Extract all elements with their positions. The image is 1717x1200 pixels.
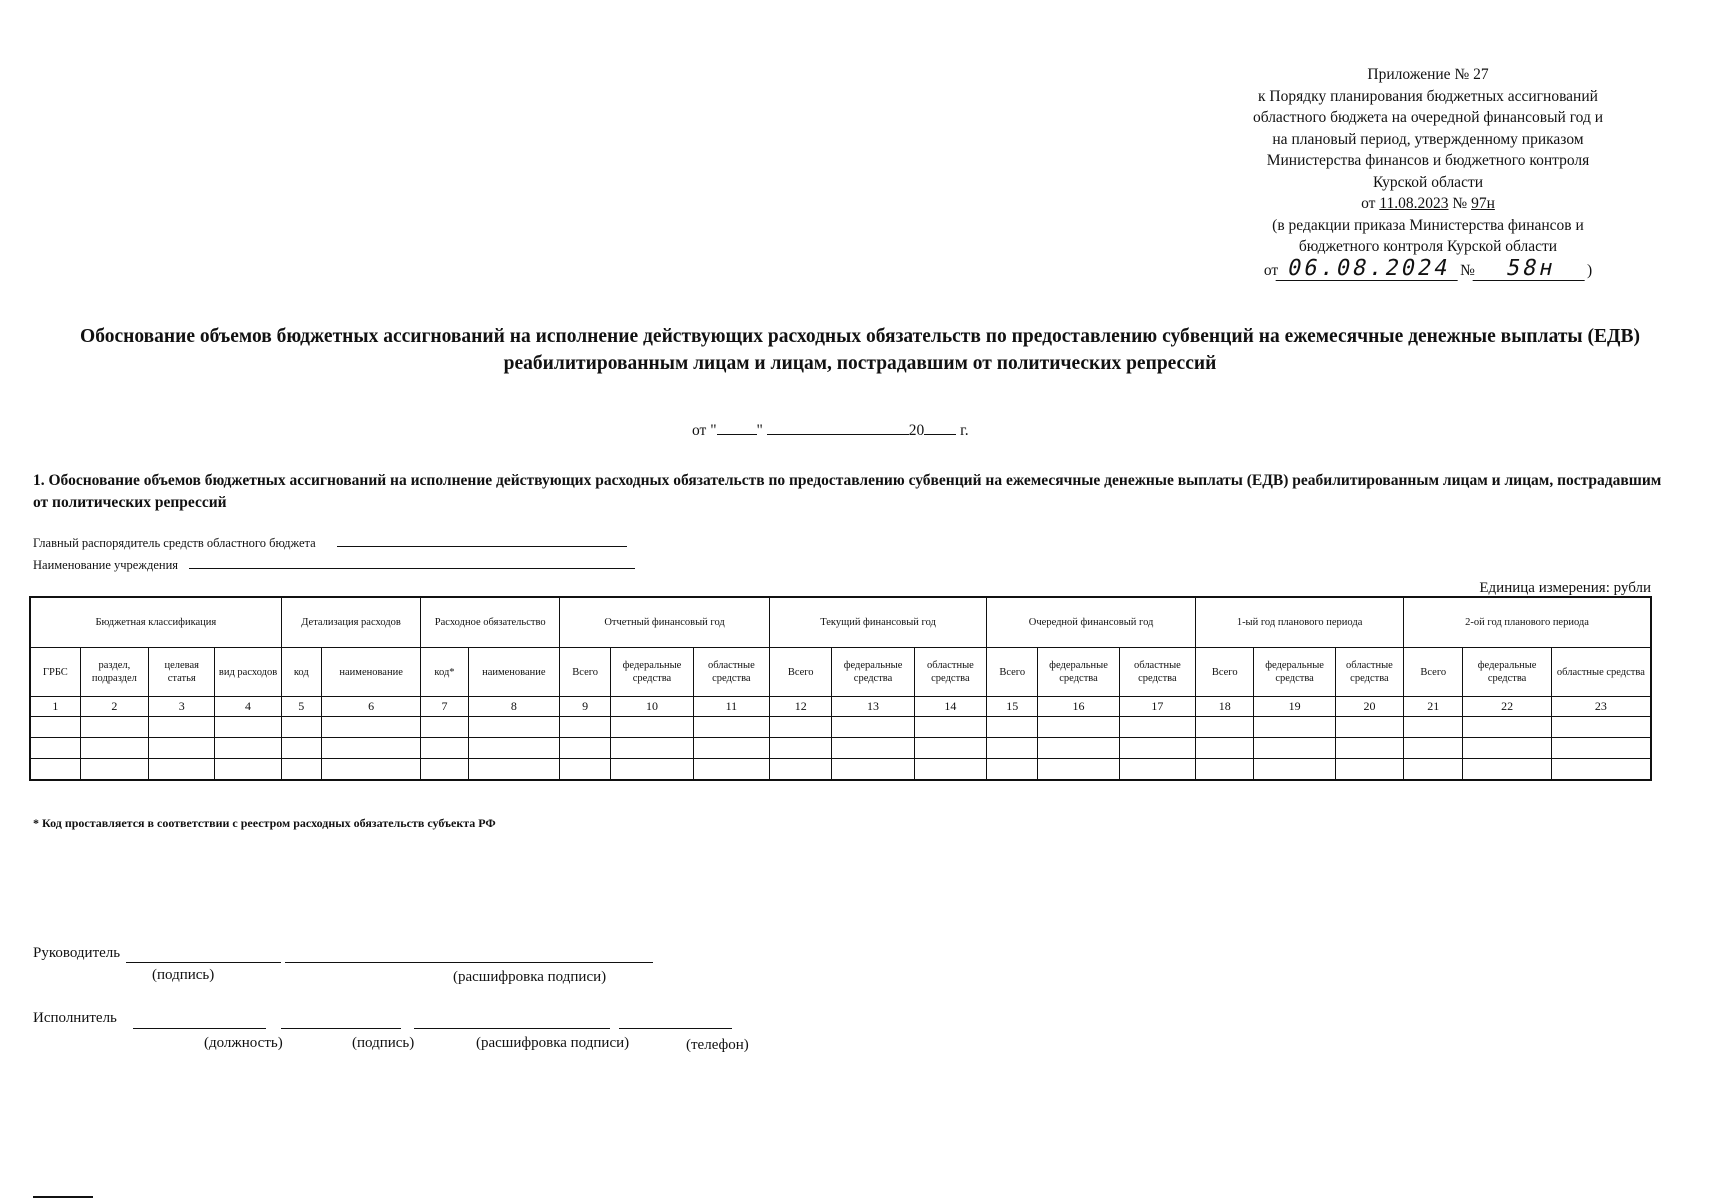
table-cell[interactable]: [421, 759, 468, 781]
table-cell[interactable]: [30, 738, 80, 759]
document-title: Обоснование объемов бюджетных ассигнований на исполнение действующих расходных обязательств по предоставлению субвенций на ежемесячные денежные выплаты (ЕДВ) реабилитированным лицам и лицам, пострадавшим от политических репрессий: [80, 326, 1640, 374]
table-cell[interactable]: [1335, 759, 1403, 781]
column-number: 11: [693, 697, 769, 717]
year-prefix: 20: [908, 422, 925, 439]
table-cell[interactable]: [832, 717, 914, 738]
table-cell[interactable]: [1404, 738, 1463, 759]
executor-decode-line[interactable]: [414, 1027, 610, 1029]
institution-field: [33, 556, 635, 573]
executor-signature-line[interactable]: [281, 1027, 401, 1029]
table-cell[interactable]: [1551, 759, 1651, 781]
table-cell[interactable]: [1196, 717, 1254, 738]
sub-header: областные средства: [1119, 648, 1195, 697]
table-cell[interactable]: [1551, 738, 1651, 759]
column-number: 20: [1335, 697, 1403, 717]
sub-header: областные средства: [693, 648, 769, 697]
appendix-line: к Порядку планирования бюджетных ассигнований: [1258, 87, 1598, 105]
appendix-line: Приложение № 27: [1367, 66, 1489, 83]
revision-line-2: бюджетного контроля Курской области: [1298, 238, 1558, 255]
table-cell[interactable]: [1119, 759, 1195, 781]
table-cell[interactable]: [321, 717, 420, 738]
appendix-line: Министерства финансов и бюджетного контроля: [1266, 152, 1590, 169]
exec-decode-caption: (расшифровка подписи): [476, 1035, 630, 1051]
column-number: 13: [832, 697, 914, 717]
table-cell[interactable]: [611, 738, 693, 759]
table-cell[interactable]: [560, 738, 611, 759]
column-number: 22: [1463, 697, 1551, 717]
column-number: 18: [1196, 697, 1254, 717]
sub-header: областные средства: [1335, 648, 1403, 697]
table-cell[interactable]: [281, 738, 321, 759]
table-cell[interactable]: [321, 738, 420, 759]
table-cell[interactable]: [1254, 717, 1335, 738]
appendix-block: [1228, 64, 1628, 281]
revision-line-1: (в редакции приказа Министерства финансов и: [1272, 216, 1584, 234]
head-label: Руководитель: [33, 945, 121, 961]
sub-header: Всего: [987, 648, 1038, 697]
date-quote: ": [756, 422, 763, 439]
table-cell[interactable]: [1119, 738, 1195, 759]
table-cell[interactable]: [1463, 738, 1551, 759]
group-header: Отчетный финансовый год: [560, 597, 770, 648]
sub-header: Всего: [560, 648, 611, 697]
table-cell[interactable]: [1404, 717, 1463, 738]
column-number: 5: [281, 697, 321, 717]
column-number: 1: [30, 697, 80, 717]
table-cell[interactable]: [215, 717, 281, 738]
table-cell[interactable]: [321, 759, 420, 781]
day-blank[interactable]: [717, 420, 757, 435]
table-cell[interactable]: [914, 759, 986, 781]
revision-close: ): [1586, 261, 1593, 279]
table-cell[interactable]: [149, 738, 215, 759]
table-cell[interactable]: [693, 717, 769, 738]
year-blank[interactable]: [924, 420, 956, 435]
column-number: 9: [560, 697, 611, 717]
table-cell[interactable]: [468, 717, 559, 738]
budget-table: [29, 596, 1652, 781]
table-cell[interactable]: [1038, 738, 1119, 759]
table-cell[interactable]: [468, 738, 559, 759]
sub-header: наименование: [468, 648, 559, 697]
table-cell[interactable]: [80, 738, 148, 759]
head-signature-line[interactable]: [126, 961, 281, 963]
order-date: 11.08.2023: [1379, 195, 1449, 212]
head-sign-caption: (подпись): [152, 967, 215, 983]
sub-header: областные средства: [1551, 648, 1651, 697]
table-cell[interactable]: [421, 738, 468, 759]
column-number: 8: [468, 697, 559, 717]
table-cell[interactable]: [1404, 759, 1463, 781]
sub-header: Всего: [770, 648, 832, 697]
table-row: [30, 738, 1651, 759]
order-number-prefix: №: [1448, 195, 1472, 212]
table-cell[interactable]: [987, 759, 1038, 781]
table-cell[interactable]: [1196, 738, 1254, 759]
sub-header: федеральные средства: [611, 648, 693, 697]
sub-header: раздел, подраздел: [80, 648, 148, 697]
table-cell[interactable]: [770, 759, 832, 781]
table-cell[interactable]: [281, 717, 321, 738]
table-cell[interactable]: [1335, 738, 1403, 759]
sub-header: Всего: [1404, 648, 1463, 697]
table-row: [30, 759, 1651, 781]
table-cell[interactable]: [1254, 759, 1335, 781]
column-number: 19: [1254, 697, 1335, 717]
group-header-row: [30, 597, 1651, 648]
date-prefix: от ": [692, 422, 717, 439]
table-cell[interactable]: [80, 759, 148, 781]
table-cell[interactable]: [914, 738, 986, 759]
group-header: Расходное обязательство: [421, 597, 560, 648]
exec-phone-caption: (телефон): [686, 1037, 749, 1053]
appendix-line: на плановый период, утвержденному приказом: [1272, 130, 1584, 148]
revision-reference: [1228, 255, 1628, 282]
year-suffix: г.: [960, 422, 969, 439]
table-cell[interactable]: [1038, 759, 1119, 781]
executor-phone-line[interactable]: [619, 1027, 732, 1029]
revision-number-prefix: №: [1460, 261, 1475, 279]
table-row: [30, 717, 1651, 738]
executor-label: Исполнитель: [33, 1010, 117, 1026]
chief-distributor-field: [33, 534, 627, 551]
table-cell[interactable]: [832, 738, 914, 759]
column-number: 15: [987, 697, 1038, 717]
sub-header: федеральные средства: [832, 648, 914, 697]
month-blank[interactable]: [767, 420, 909, 435]
handwritten-revision-number: 58н: [1473, 258, 1590, 281]
chief-distributor-input[interactable]: [337, 534, 627, 547]
table-cell[interactable]: [914, 717, 986, 738]
group-header: Текущий финансовый год: [770, 597, 987, 648]
sub-header-row: [30, 648, 1651, 697]
table-cell[interactable]: [80, 717, 148, 738]
table-cell[interactable]: [468, 759, 559, 781]
exec-sign-caption: (подпись): [352, 1035, 415, 1051]
column-number-row: [30, 697, 1651, 717]
sub-header: код*: [421, 648, 468, 697]
table-cell[interactable]: [611, 759, 693, 781]
form-date-line: [692, 420, 969, 440]
sub-header: целевая статья: [149, 648, 215, 697]
institution-label: Наименование учреждения: [33, 558, 179, 572]
sub-header: Всего: [1196, 648, 1254, 697]
institution-input[interactable]: [189, 556, 635, 569]
table-cell[interactable]: [281, 759, 321, 781]
table-cell[interactable]: [770, 738, 832, 759]
group-header: Бюджетная классификация: [30, 597, 281, 648]
sub-header: вид расходов: [215, 648, 281, 697]
table-cell[interactable]: [1335, 717, 1403, 738]
exec-position-caption: (должность): [204, 1035, 283, 1051]
column-number: 23: [1551, 697, 1651, 717]
table-cell[interactable]: [30, 717, 80, 738]
table-cell[interactable]: [693, 759, 769, 781]
table-cell[interactable]: [215, 759, 281, 781]
handwritten-revision-date: 06.08.2024: [1276, 258, 1463, 281]
column-number: 12: [770, 697, 832, 717]
table-cell[interactable]: [1119, 717, 1195, 738]
column-number: 7: [421, 697, 468, 717]
table-cell[interactable]: [1196, 759, 1254, 781]
order-reference: [1228, 193, 1628, 215]
column-number: 2: [80, 697, 148, 717]
table-footnote: * Код проставляется в соответствии с реестром расходных обязательств субъекта РФ: [33, 816, 496, 830]
table-cell[interactable]: [421, 717, 468, 738]
order-number: 97н: [1471, 195, 1495, 212]
sub-header: федеральные средства: [1463, 648, 1551, 697]
sub-header: федеральные средства: [1038, 648, 1119, 697]
table-cell[interactable]: [149, 759, 215, 781]
column-number: 14: [914, 697, 986, 717]
head-decode-caption: (расшифровка подписи): [453, 969, 607, 985]
table-cell[interactable]: [215, 738, 281, 759]
table-cell[interactable]: [832, 759, 914, 781]
table-cell[interactable]: [149, 717, 215, 738]
table-cell[interactable]: [560, 759, 611, 781]
table-cell[interactable]: [1463, 759, 1551, 781]
table-cell[interactable]: [560, 717, 611, 738]
group-header: Детализация расходов: [281, 597, 421, 648]
column-number: 16: [1038, 697, 1119, 717]
table-cell[interactable]: [1463, 717, 1551, 738]
revision-prefix: от: [1263, 261, 1279, 279]
appendix-line: областного бюджета на очередной финансовый год и: [1252, 109, 1604, 126]
scan-corner-mark: [33, 1196, 93, 1198]
appendix-line: Курской области: [1372, 173, 1484, 191]
column-number: 21: [1404, 697, 1463, 717]
table-cell[interactable]: [987, 738, 1038, 759]
table-cell[interactable]: [1551, 717, 1651, 738]
table-cell[interactable]: [987, 717, 1038, 738]
group-header: 1-ый год планового периода: [1196, 597, 1404, 648]
table-cell[interactable]: [1254, 738, 1335, 759]
table-cell[interactable]: [1038, 717, 1119, 738]
unit-of-measure: Единица измерения: рубли: [1479, 580, 1651, 596]
column-number: 6: [321, 697, 420, 717]
sub-header: код: [281, 648, 321, 697]
group-header: Очередной финансовый год: [987, 597, 1196, 648]
column-number: 17: [1119, 697, 1195, 717]
column-number: 4: [215, 697, 281, 717]
column-number: 3: [149, 697, 215, 717]
table-cell[interactable]: [693, 738, 769, 759]
order-prefix: от: [1361, 195, 1380, 212]
sub-header: областные средства: [914, 648, 986, 697]
executor-position-line[interactable]: [133, 1027, 266, 1029]
sub-header: федеральные средства: [1254, 648, 1335, 697]
table-cell[interactable]: [770, 717, 832, 738]
group-header: 2-ой год планового периода: [1404, 597, 1651, 648]
column-number: 10: [611, 697, 693, 717]
head-decode-line[interactable]: [285, 961, 653, 963]
table-cell[interactable]: [611, 717, 693, 738]
chief-distributor-label: Главный распорядитель средств областного бюджета: [33, 536, 316, 550]
sub-header: наименование: [321, 648, 420, 697]
sub-header: ГРБС: [30, 648, 80, 697]
table-cell[interactable]: [30, 759, 80, 781]
section-title: 1. Обоснование объемов бюджетных ассигнований на исполнение действующих расходных обязательств по предоставлению субвенций на ежемесячные денежные выплаты (ЕДВ) реабилитированным лицам и лицам, пострадавшим от политических репрессий: [33, 472, 1662, 511]
